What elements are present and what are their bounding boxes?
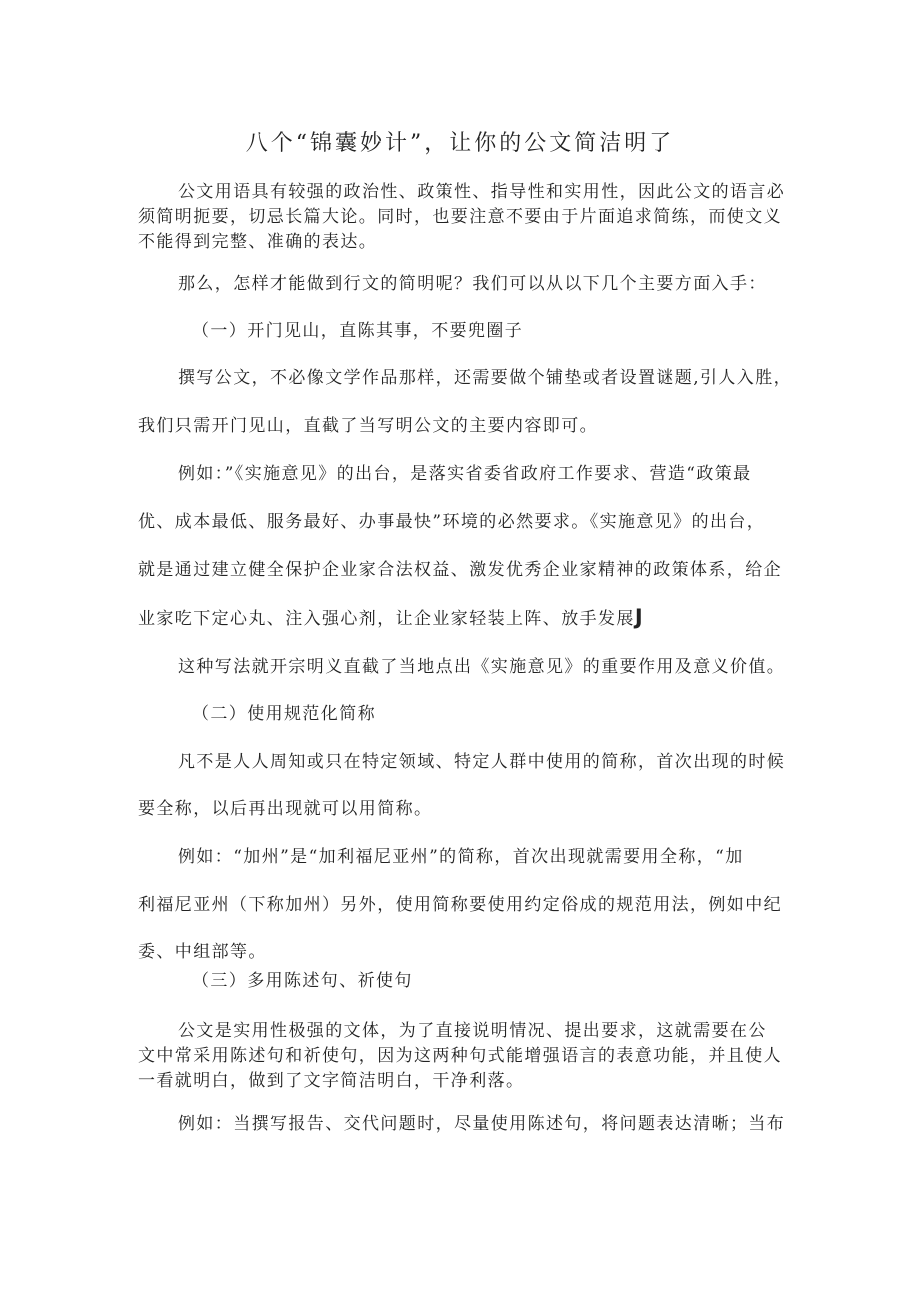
example-line: 例如：”《实施意见》的出台，是落实省委省政府工作要求、营造“政策最 — [178, 464, 752, 484]
paragraph-line: 一看就明白，做到了文字简洁明白，干净利落。 — [138, 1071, 525, 1091]
document-title: 八个“锦囊妙计”，让你的公文简洁明了 — [245, 131, 675, 156]
example-line: 利福尼亚州（下称加州）另外，使用简称要使用约定俗成的规范用法，例如中纪 — [138, 895, 782, 915]
example-line: 委、中组部等。 — [138, 942, 267, 962]
paragraph-line: 公文是实用性极强的文体，为了直接说明情况、提出要求，这就需要在公 — [178, 1021, 767, 1041]
paragraph-line: 那么，怎样才能做到行文的简明呢？我们可以从以下几个主要方面入手： — [178, 274, 767, 294]
paragraph-line: 公文用语具有较强的政治性、政策性、指导性和实用性，因此公文的语言必 — [178, 182, 786, 202]
section-heading: （三）多用陈述句、祈使句 — [192, 971, 413, 991]
example-line — [138, 606, 643, 630]
paragraph-line: 须简明扼要，切忌长篇大论。同时，也要注意不要由于片面追求简练，而使文义 — [138, 207, 782, 227]
example-line: 例如：当撰写报告、交代问题时，尽量使用陈述句，将问题表达清晰；当布 — [178, 1114, 786, 1134]
paragraph-line: 不能得到完整、准确的表达。 — [138, 232, 378, 252]
section-heading: （二）使用规范化简称 — [192, 704, 376, 724]
section-heading: （一）开门见山，直陈其事，不要兜圈子 — [192, 321, 524, 341]
example-line: 就是通过建立健全保护企业家合法权益、激发优秀企业家精神的政策体系，给企 — [138, 560, 782, 580]
paragraph-line: 这种写法就开宗明义直截了当地点出《实施意见》的重要作用及意义价值。 — [178, 657, 786, 677]
example-end-mark: J — [634, 605, 643, 629]
paragraph-line: 凡不是人人周知或只在特定领域、特定人群中使用的简称，首次出现的时候 — [178, 752, 786, 772]
paragraph-line: 撰写公文，不必像文学作品那样，还需要做个铺垫或者设置谜题,引人入胜， — [178, 368, 793, 388]
paragraph-line: 我们只需开门见山，直截了当写明公文的主要内容即可。 — [138, 416, 598, 436]
example-line: 优、成本最低、服务最好、办事最快”环境的必然要求。《实施意见》的出台， — [138, 512, 766, 532]
example-line-text: 业家吃下定心丸、注入强心剂，让企业家轻装上阵、放手发展 — [138, 609, 635, 629]
paragraph-line: 文中常采用陈述句和祈使句，因为这两种句式能增强语言的表意功能，并且使人 — [138, 1046, 782, 1066]
example-line: 例如：“加州”是“加利福尼亚州”的简称，首次出现就需要用全称，“加 — [178, 847, 744, 867]
paragraph-line: 要全称，以后再出现就可以用简称。 — [138, 799, 433, 819]
